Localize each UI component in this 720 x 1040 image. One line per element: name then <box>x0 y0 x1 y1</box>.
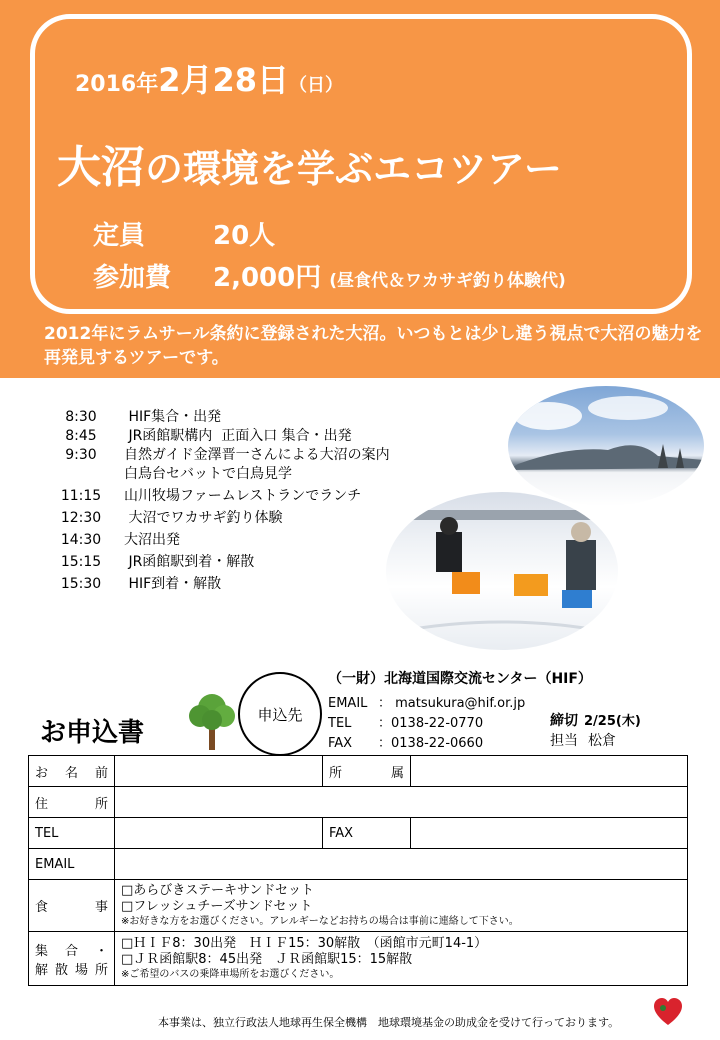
meeting-place-label <box>29 932 115 986</box>
fax-field[interactable] <box>411 818 688 849</box>
email-label: EMAIL <box>328 696 368 711</box>
email-field[interactable] <box>115 849 688 880</box>
deadline <box>550 710 641 730</box>
contact-email <box>328 692 525 711</box>
meeting-option-jr-checkbox[interactable]: □ＪＲ函館駅8：45出発 ＪＲ函館駅15：15解散 <box>121 951 413 967</box>
schedule-activity: 大沼出発 <box>124 532 180 548</box>
fax-label: FAX <box>328 736 353 751</box>
tel-value: ：0138-22-0770 <box>378 716 484 731</box>
tel-label: TEL <box>328 716 352 731</box>
tree-icon <box>186 690 238 752</box>
schedule-activity: JR函館駅構内 正面入口 集合・出発 <box>124 428 352 444</box>
schedule-time: 8:45 <box>65 428 97 444</box>
name-label: お名前 <box>29 756 115 787</box>
tel-field[interactable] <box>115 818 323 849</box>
meal-option-steak-checkbox[interactable]: □あらびきステーキサンドセット <box>121 882 314 898</box>
fax-form-label: FAX <box>323 818 411 849</box>
title-big: 大沼 <box>57 142 145 193</box>
application-circle: 申込先 <box>238 672 322 756</box>
date-weekday: （日） <box>289 75 344 96</box>
meeting-options <box>115 932 688 986</box>
schedule-activity: HIF到着・解散 <box>124 576 222 592</box>
footer-note: 本事業は、独立行政法人地球再生保全機構 地球環境基金の助成金を受けて行っております。 <box>158 1016 620 1029</box>
schedule-row <box>38 408 458 427</box>
intro-text: 2012年にラムサール条約に登録された大沼。いつもとは少し違う視点で大沼の魅力を再発見するツアーです。 <box>44 324 703 368</box>
capacity-label: 定員 <box>93 221 146 251</box>
tel-form-label: TEL <box>29 818 115 849</box>
fee-row <box>93 257 566 294</box>
deadline-value: 2/25(木) <box>584 714 641 729</box>
address-field[interactable] <box>115 787 688 818</box>
schedule-time: 15:15 <box>60 554 102 570</box>
meal-label: 食事 <box>29 880 115 932</box>
form-title: お申込書 <box>40 718 145 748</box>
affiliation-field[interactable] <box>411 756 688 787</box>
date-year: 2016年 <box>75 72 159 97</box>
meeting-note: ※ご希望のバスの乗降車場所をお選びください。 <box>121 968 340 980</box>
schedule-time: 8:30 <box>65 409 97 425</box>
meeting-option-hif-checkbox[interactable]: □ＨＩＦ8：30出発 ＨＩＦ15：30解散 （函館市元町14-1） <box>121 935 488 951</box>
affiliation-label: 所属 <box>323 756 411 787</box>
application-form <box>28 755 688 986</box>
schedule-time: 14:30 <box>60 532 102 548</box>
schedule-row <box>38 487 458 506</box>
ice-fishing-photo <box>386 492 618 650</box>
capacity-value: 20人 <box>213 221 276 251</box>
schedule-time: 9:30 <box>65 447 97 463</box>
fax-value: ：0138-22-0660 <box>378 736 484 751</box>
header-box <box>30 14 692 314</box>
schedule-activity: 大沼でワカサギ釣り体験 <box>124 510 283 526</box>
page-title <box>57 131 562 195</box>
charge-value: 松倉 <box>588 733 616 749</box>
meeting-place-label-line1: 集合・ <box>35 943 108 959</box>
schedule-time: 15:30 <box>60 576 102 592</box>
meal-option-cheese-checkbox[interactable]: □フレッシュチーズサンドセット <box>121 898 313 914</box>
event-date <box>75 55 343 101</box>
date-month-day: 2月28日 <box>158 61 290 99</box>
fee-note: (昼食代＆ワカサギ釣り体験代) <box>329 271 566 291</box>
name-field[interactable] <box>115 756 323 787</box>
schedule-activity: HIF集合・出発 <box>124 409 222 425</box>
snow-landscape-photo <box>508 386 704 506</box>
schedule-activity: 自然ガイド金澤晋一さんによる大沼の案内 白鳥台セバットで白鳥見学 <box>124 447 390 482</box>
meeting-place-label-line2: 解散場所 <box>35 962 108 978</box>
charge-label: 担当 <box>550 733 578 749</box>
meal-note: ※お好きな方をお選びください。アレルギーなどお持ちの場合は事前に連絡して下さい。 <box>121 915 519 927</box>
title-rest: の環境を学ぶエコツアー <box>145 147 562 191</box>
email-link[interactable]: ： matsukura@hif.or.jp <box>378 696 526 711</box>
fee-label: 参加費 <box>93 263 172 293</box>
heart-logo-icon <box>652 996 684 1028</box>
schedule-time: 12:30 <box>60 510 102 526</box>
capacity-row <box>93 215 275 252</box>
schedule-activity: 山川牧場ファームレストランでランチ <box>124 488 362 504</box>
address-label: 住所 <box>29 787 115 818</box>
contact-tel <box>328 712 483 731</box>
schedule-row <box>38 509 458 528</box>
schedule-activity: JR函館駅到着・解散 <box>124 554 255 570</box>
email-form-label: EMAIL <box>29 849 115 880</box>
schedule-row <box>38 446 458 484</box>
contact-fax <box>328 732 483 751</box>
person-in-charge <box>550 730 616 750</box>
meal-options <box>115 880 688 932</box>
organizer-name: （一財）北海道国際交流センター（HIF） <box>328 671 592 687</box>
fee-value: 2,000円 <box>213 263 322 293</box>
schedule-row <box>38 427 458 446</box>
deadline-label: 締切 <box>550 713 578 729</box>
schedule-time: 11:15 <box>60 488 102 504</box>
